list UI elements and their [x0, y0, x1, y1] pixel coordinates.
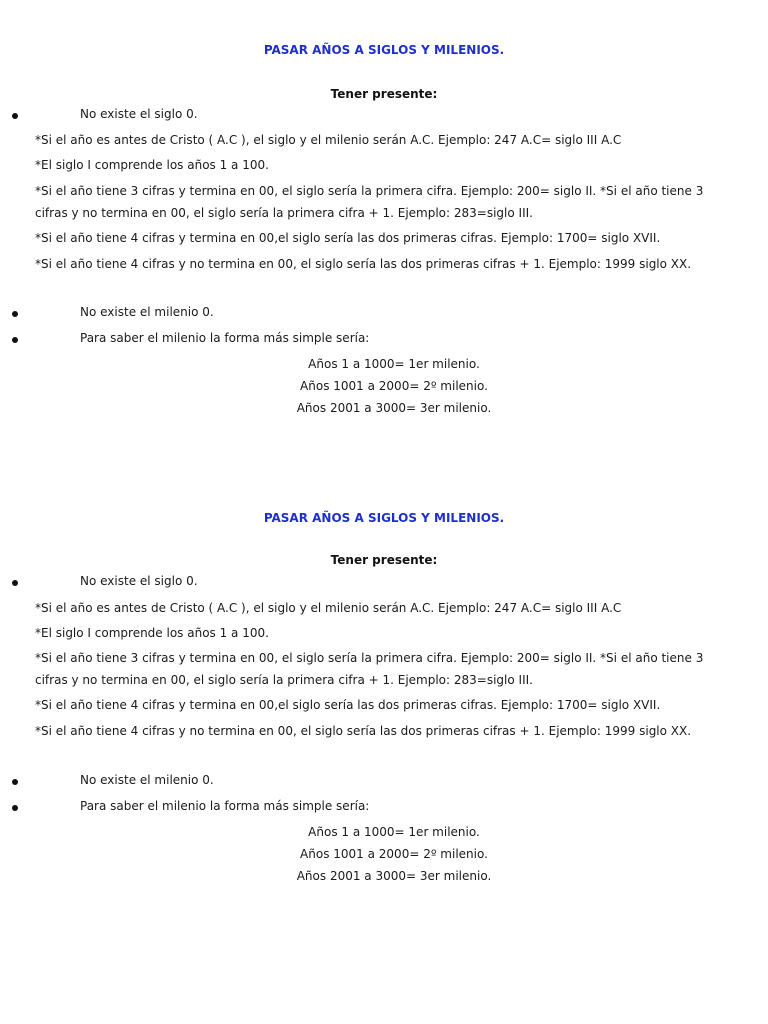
milenio-line: Años 1 a 1000= 1er milenio.	[308, 357, 480, 371]
bullet-marker	[12, 580, 18, 586]
section-subtitle: Tener presente:	[330, 553, 438, 567]
rule-text: *Si el año es antes de Cristo ( A.C ), el siglo y el milenio serán A.C. Ejemplo: 247 A.C= siglo III A.C	[35, 601, 622, 615]
bullet-text-simple: Para saber el milenio la forma más simple sería:	[80, 331, 370, 345]
rule-text: *Si el año tiene 4 cifras y termina en 00,el siglo sería las dos primeras cifras. Ejemplo: 1700= siglo XVII.	[35, 698, 661, 712]
bullet-text-milenio: No existe el milenio 0.	[80, 773, 214, 787]
rule-text: *Si el año tiene 3 cifras y termina en 00, el siglo sería la primera cifra. Ejemplo: 200= siglo II. *Si el año tiene 3 cifras y no termina en 00, el siglo sería la primera cifra + 1. Ejemplo: 283=siglo III.	[35, 651, 704, 687]
bullet-text-simple: Para saber el milenio la forma más simple sería:	[80, 799, 370, 813]
bullet-text-milenio: No existe el milenio 0.	[80, 305, 214, 319]
milenio-line: Años 1001 a 2000= 2º milenio.	[300, 847, 488, 861]
bullet-text-siglo: No existe el siglo 0.	[80, 107, 198, 121]
rule-text: *Si el año es antes de Cristo ( A.C ), el siglo y el milenio serán A.C. Ejemplo: 247 A.C= siglo III A.C	[35, 133, 622, 147]
document-title: PASAR AÑOS A SIGLOS Y MILENIOS.	[263, 43, 505, 57]
milenio-line: Años 2001 a 3000= 3er milenio.	[296, 401, 492, 415]
rule-text: *El siglo I comprende los años 1 a 100.	[35, 626, 269, 640]
section-subtitle: Tener presente:	[330, 87, 438, 101]
rule-text: *Si el año tiene 4 cifras y termina en 00,el siglo sería las dos primeras cifras. Ejemplo: 1700= siglo XVII.	[35, 231, 661, 245]
bullet-marker	[12, 805, 18, 811]
bullet-marker	[12, 779, 18, 785]
rule-text: *Si el año tiene 4 cifras y no termina en 00, el siglo sería las dos primeras cifras + 1. Ejemplo: 1999 siglo XX.	[35, 257, 692, 271]
milenio-line: Años 1001 a 2000= 2º milenio.	[300, 379, 488, 393]
milenio-line: Años 2001 a 3000= 3er milenio.	[296, 869, 492, 883]
document-title: PASAR AÑOS A SIGLOS Y MILENIOS.	[263, 511, 505, 525]
milenio-line: Años 1 a 1000= 1er milenio.	[308, 825, 480, 839]
bullet-marker	[12, 337, 18, 343]
rule-text: *El siglo I comprende los años 1 a 100.	[35, 158, 269, 172]
bullet-marker	[12, 311, 18, 317]
rule-text: *Si el año tiene 3 cifras y termina en 00, el siglo sería la primera cifra. Ejemplo: 200= siglo II. *Si el año tiene 3 cifras y no termina en 00, el siglo sería la primera cifra + 1. Ejemplo: 283=siglo III.	[35, 184, 704, 220]
bullet-text-siglo: No existe el siglo 0.	[80, 574, 198, 588]
bullet-marker	[12, 113, 18, 119]
rule-text: *Si el año tiene 4 cifras y no termina en 00, el siglo sería las dos primeras cifras + 1. Ejemplo: 1999 siglo XX.	[35, 724, 692, 738]
